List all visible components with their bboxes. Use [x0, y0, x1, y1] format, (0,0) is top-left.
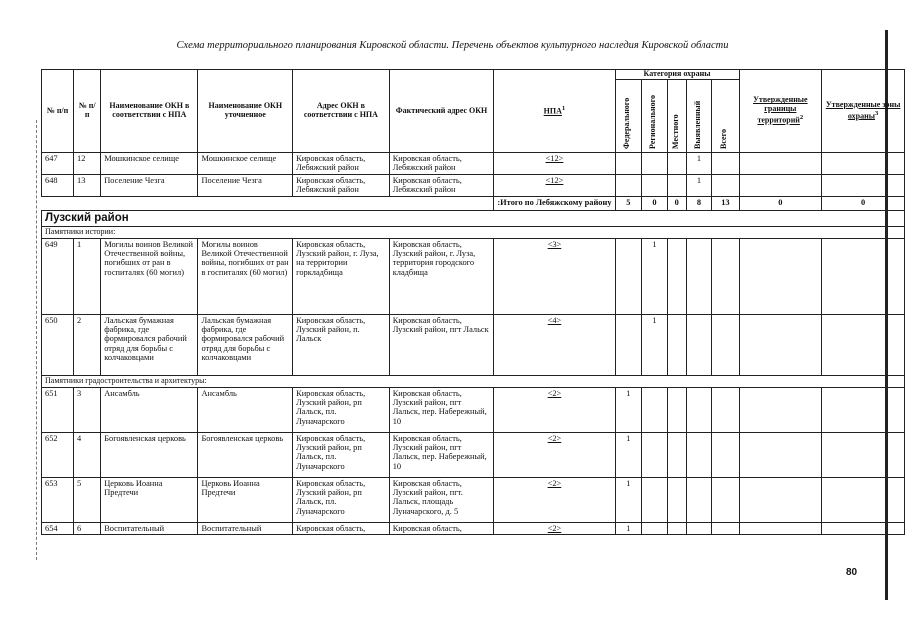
cell-total [712, 387, 739, 432]
cell-zones [822, 174, 905, 196]
cell-address-actual: Кировская область, [389, 522, 494, 534]
header-num-global: № п/п [42, 70, 74, 153]
cell-regional [642, 174, 668, 196]
district-title: Лузский район [42, 210, 905, 226]
cell-address-actual: Кировская область, Лузский район, г. Луза, территория городского кладбища [389, 238, 494, 314]
cell-name-refined: Ансамбль [198, 387, 293, 432]
cell-address: Кировская область, Лебяжский район [293, 174, 390, 196]
cell-num-local: 1 [74, 238, 101, 314]
cell-identified [686, 477, 712, 522]
cell-regional [642, 432, 668, 477]
cell-num-global: 654 [42, 522, 74, 534]
section-architecture-title: Памятники градостроительства и архитектуры: [42, 375, 905, 387]
cell-address-actual: Кировская область, Лузский район, пгт Лальск, пер. Набережный, 10 [389, 432, 494, 477]
subsection-row [42, 226, 905, 238]
header-cat-federal: Федерального [615, 80, 642, 153]
header-category-group: Категория охраны [615, 70, 739, 80]
cell-federal: 1 [615, 432, 642, 477]
cell-boundaries [739, 174, 822, 196]
cell-boundaries [739, 153, 822, 175]
cell-identified: 1 [686, 153, 712, 175]
table-row [42, 387, 905, 432]
subsection-row [42, 375, 905, 387]
cell-federal [615, 314, 642, 375]
cell-address-actual: Кировская область, Лузский район, пгт Лальск, пер. Набережный, 10 [389, 387, 494, 432]
cell-identified [686, 522, 712, 534]
cell-address: Кировская область, Лузский район, г. Луза, на территории горкладбища [293, 238, 390, 314]
cell-name: Ансамбль [101, 387, 198, 432]
header-address-npa: Адрес ОКН в соответствии с НПА [293, 70, 390, 153]
cell-num-global: 647 [42, 153, 74, 175]
total-local: 0 [667, 196, 686, 210]
cell-num-local: 3 [74, 387, 101, 432]
cell-npa-link[interactable]: <3> [494, 238, 615, 314]
header-cat-regional: Регионального [642, 80, 668, 153]
cell-num-local: 6 [74, 522, 101, 534]
cell-boundaries [739, 432, 822, 477]
cell-boundaries [739, 477, 822, 522]
cell-local [667, 432, 686, 477]
cell-zones [822, 314, 905, 375]
total-zones: 0 [822, 196, 905, 210]
cell-address-actual: Кировская область, Лебяжский район [389, 174, 494, 196]
cell-npa-link[interactable]: <2> [494, 522, 615, 534]
table-row [42, 153, 905, 175]
cell-zones [822, 238, 905, 314]
total-spacer [42, 196, 494, 210]
cell-name: Воспитательный [101, 522, 198, 534]
header-address-actual: Фактический адрес ОКН [389, 70, 494, 153]
cell-identified: 1 [686, 174, 712, 196]
cell-npa-link[interactable]: <2> [494, 387, 615, 432]
cell-name: Могилы воинов Великой Отечественной войны, погибших от ран в госпиталях (60 могил) [101, 238, 198, 314]
table-row [42, 314, 905, 375]
cell-federal: 1 [615, 477, 642, 522]
header-cat-local: Местного [667, 80, 686, 153]
total-label: Итого по Лебяжскому району: [494, 196, 615, 210]
cell-name-refined: Лальская бумажная фабрика, где формировался рабочий отряд для борьбы с колчаковцами [198, 314, 293, 375]
page-title: Схема территориального планирования Кировской области. Перечень объектов культурного наследия Кировской области [176, 40, 729, 51]
cell-local [667, 153, 686, 175]
cell-total [712, 174, 739, 196]
cell-num-global: 649 [42, 238, 74, 314]
cell-zones [822, 153, 905, 175]
total-row [42, 196, 905, 210]
total-all: 13 [712, 196, 739, 210]
cell-address: Кировская область, Лузский район, рп Лальск, пл. Луначарского [293, 432, 390, 477]
cell-regional: 1 [642, 314, 668, 375]
cell-regional [642, 153, 668, 175]
cell-num-local: 13 [74, 174, 101, 196]
cell-name-refined: Церковь Иоанна Предтечи [198, 477, 293, 522]
cell-npa-link[interactable]: <12> [494, 153, 615, 175]
scan-margin-marks [36, 120, 39, 560]
cell-boundaries [739, 387, 822, 432]
cell-zones [822, 387, 905, 432]
table-row [42, 238, 905, 314]
total-boundaries: 0 [739, 196, 822, 210]
header-npa: НПА$^1$ [494, 70, 615, 153]
cell-address-actual: Кировская область, Лебяжский район [389, 153, 494, 175]
cell-address-actual: Кировская область, Лузский район, пгт Лальск [389, 314, 494, 375]
cell-local [667, 314, 686, 375]
cell-address-actual: Кировская область, Лузский район, пгт. Лальск, площадь Луначарского, д. 5 [389, 477, 494, 522]
cell-npa-link[interactable]: <2> [494, 432, 615, 477]
cell-address: Кировская область, Лузский район, п. Лальск [293, 314, 390, 375]
table-row [42, 522, 905, 534]
district-row [42, 210, 905, 226]
cell-address: Кировская область, Лебяжский район [293, 153, 390, 175]
cell-name: Церковь Иоанна Предтечи [101, 477, 198, 522]
cell-local [667, 387, 686, 432]
cell-local [667, 522, 686, 534]
total-federal: 5 [615, 196, 642, 210]
cell-local [667, 174, 686, 196]
cell-regional: 1 [642, 238, 668, 314]
total-identified: 8 [686, 196, 712, 210]
cell-npa-link[interactable]: <4> [494, 314, 615, 375]
cell-zones [822, 522, 905, 534]
cell-federal [615, 238, 642, 314]
header-zones: Утвержденные зоны охраны$^3$ [822, 70, 905, 153]
cell-address: Кировская область, Лузский район, рп Лальск, пл. Луначарского [293, 477, 390, 522]
cell-num-global: 650 [42, 314, 74, 375]
cell-num-global: 651 [42, 387, 74, 432]
cell-federal [615, 153, 642, 175]
cell-name-refined: Мошкинское селище [198, 153, 293, 175]
cell-total [712, 522, 739, 534]
cell-total [712, 314, 739, 375]
cell-federal: 1 [615, 522, 642, 534]
cell-num-global: 652 [42, 432, 74, 477]
cell-local [667, 477, 686, 522]
cell-name-refined: Могилы воинов Великой Отечественной войны, погибших от ран в госпиталях (60 могил) [198, 238, 293, 314]
cell-npa-link[interactable]: <12> [494, 174, 615, 196]
cell-address: Кировская область, Лузский район, рп Лальск, пл. Луначарского [293, 387, 390, 432]
cell-identified [686, 238, 712, 314]
table-header [42, 70, 905, 153]
cell-total [712, 477, 739, 522]
cell-num-local: 2 [74, 314, 101, 375]
cell-identified [686, 387, 712, 432]
header-boundaries: Утвержденные границы территорий$^2$ [739, 70, 822, 153]
cell-federal [615, 174, 642, 196]
cell-name-refined: Богоявленская церковь [198, 432, 293, 477]
header-cat-identified: Выявленный [686, 80, 712, 153]
table-row [42, 432, 905, 477]
cell-name-refined: Воспитательный [198, 522, 293, 534]
cell-num-global: 648 [42, 174, 74, 196]
table-row [42, 477, 905, 522]
cell-local [667, 238, 686, 314]
okn-table [41, 69, 905, 535]
cell-total [712, 432, 739, 477]
cell-name: Мошкинское селище [101, 153, 198, 175]
cell-address: Кировская область, [293, 522, 390, 534]
cell-federal: 1 [615, 387, 642, 432]
cell-num-local: 5 [74, 477, 101, 522]
cell-num-local: 12 [74, 153, 101, 175]
cell-num-global: 653 [42, 477, 74, 522]
cell-identified [686, 432, 712, 477]
cell-boundaries [739, 314, 822, 375]
cell-npa-link[interactable]: <2> [494, 477, 615, 522]
header-name-per-npa: Наименование ОКН в соответствии с НПА [101, 70, 198, 153]
cell-zones [822, 477, 905, 522]
cell-boundaries [739, 522, 822, 534]
cell-total [712, 153, 739, 175]
cell-zones [822, 432, 905, 477]
cell-identified [686, 314, 712, 375]
cell-total [712, 238, 739, 314]
cell-regional [642, 477, 668, 522]
header-num-local: № п/п [74, 70, 101, 153]
page-number: 80 [846, 567, 858, 578]
table-row [42, 174, 905, 196]
cell-regional [642, 522, 668, 534]
cell-boundaries [739, 238, 822, 314]
header-name-refined: Наименование ОКН уточненное [198, 70, 293, 153]
cell-name: Лальская бумажная фабрика, где формировался рабочий отряд для борьбы с колчаковцами [101, 314, 198, 375]
cell-name: Богоявленская церковь [101, 432, 198, 477]
section-history-title: Памятники истории: [42, 226, 905, 238]
header-cat-total: Всего [712, 80, 739, 153]
cell-regional [642, 387, 668, 432]
cell-name: Поселение Чезга [101, 174, 198, 196]
cell-num-local: 4 [74, 432, 101, 477]
cell-name-refined: Поселение Чезга [198, 174, 293, 196]
total-regional: 0 [642, 196, 668, 210]
